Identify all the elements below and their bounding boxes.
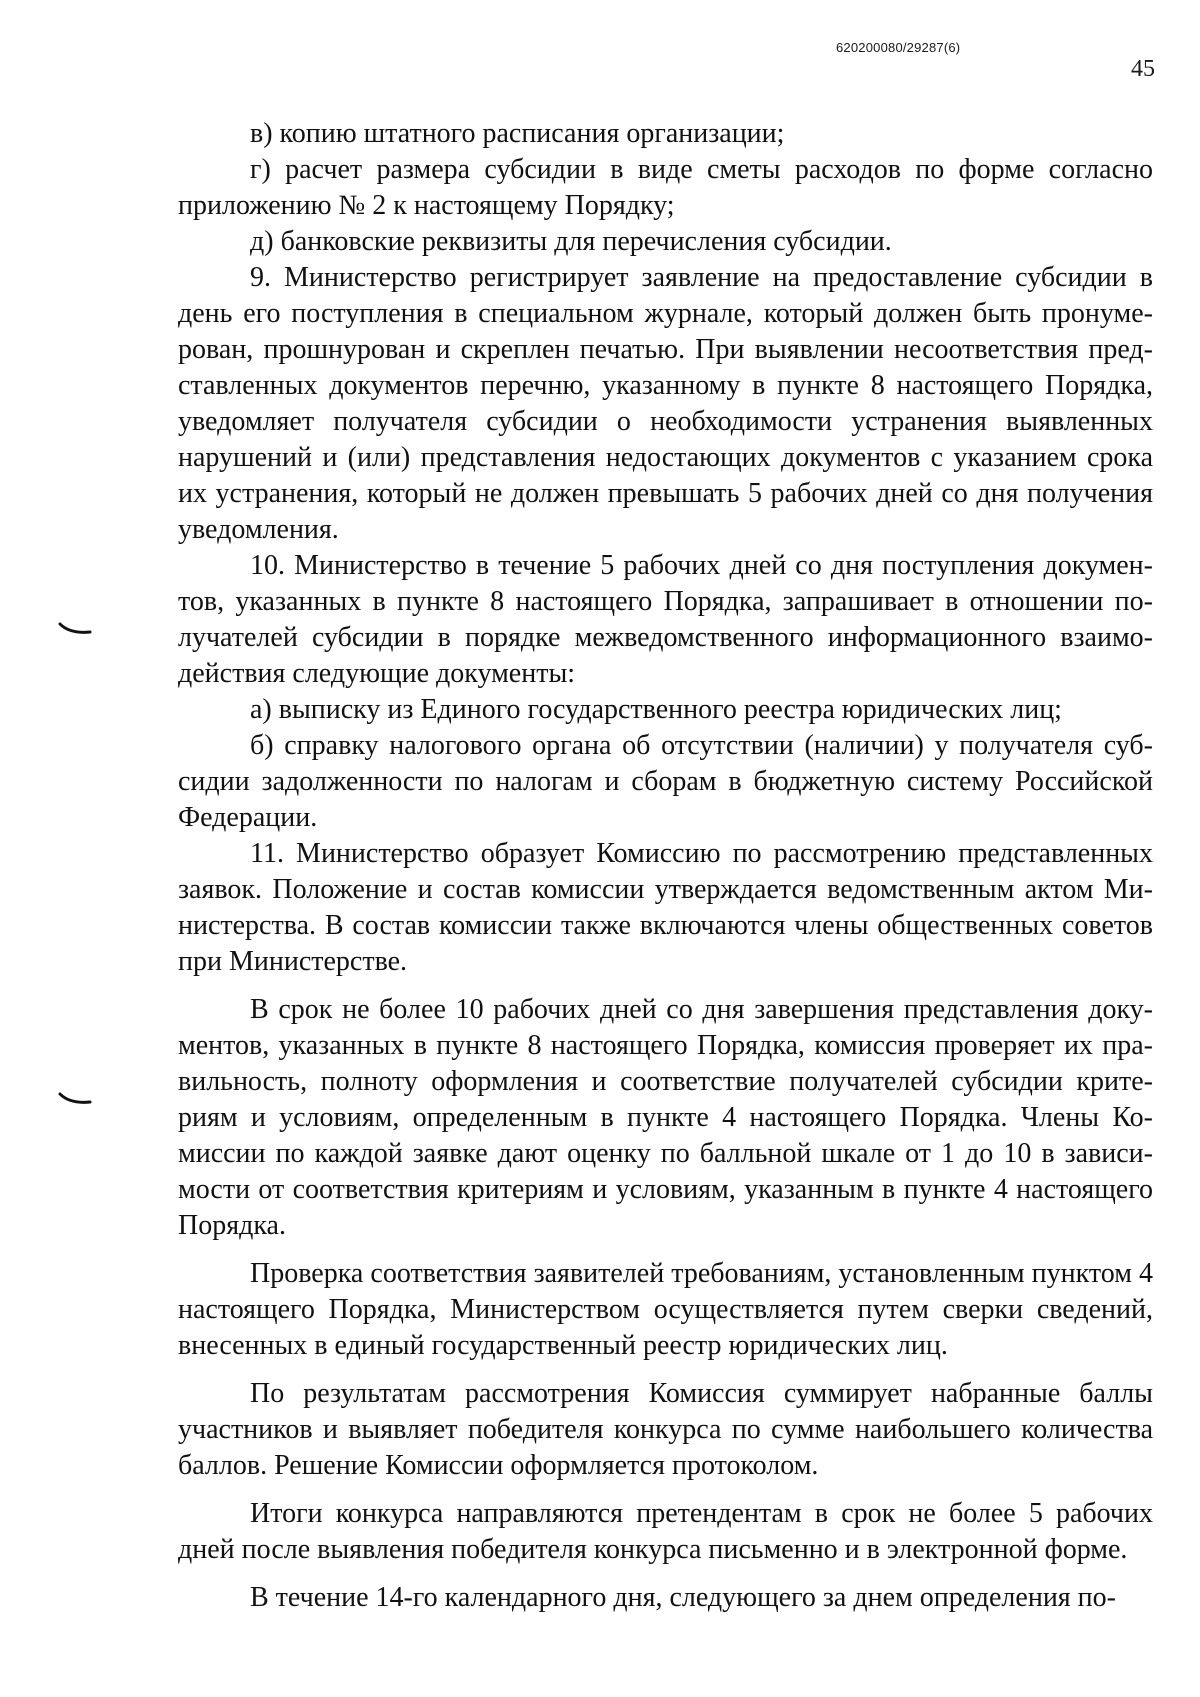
document-body bbox=[178, 116, 1153, 1616]
binding-hole-mark-icon bbox=[58, 1092, 92, 1106]
paragraph-commission-review: В срок не более 10 рабочих дней со дня завершения представления документов, указанных в пункте 8 настоящего Порядка, комиссия проверяет их правильность, полноту оформления и соответствие получателей субсидии критериям и условиям, определенным в пункте 4 настоящего Порядка. Члены Комиссии по каждой заявке дают оценку по балльной шкале от 1 до 10 в зависимости от соответствия критериям и условиям, указанным в пункте 4 настоящего Порядка. bbox=[178, 994, 1153, 1241]
paragraph-compliance-check: Проверка соответствия заявителей требованиям, установленным пунктом 4 настоящего Порядка, Министерством осуществляется путем сверки сведений, внесенных в единый государственный реестр юридических лиц. bbox=[178, 1258, 1153, 1361]
paragraph-notification: Итоги конкурса направляются претендентам в срок не более 5 рабочих дней после выявления победителя конкурса письменно и в электронной форме. bbox=[178, 1498, 1153, 1565]
document-code: 620200080/29287(6) bbox=[836, 40, 961, 55]
paragraph-clause-10: 10. Министерство в течение 5 рабочих дней со дня поступления документов, указанных в пункте 8 настоящего Порядка, запрашивает в отношении получателей субсидии в порядке межведомственного информационного взаимодействия следующие документы: bbox=[178, 550, 1153, 689]
paragraph-clause-9: 9. Министерство регистрирует заявление на предоставление субсидии в день его поступления в специальном журнале, который должен быть пронумерован, прошнурован и скреплен печатью. При выявлении несоответствия представленных документов перечню, указанному в пункте 8 настоящего Порядка, уведомляет получателя субсидии о необходимости устранения выявленных нарушений и (или) представления недостающих документов с указанием срока их устранения, который не должен превышать 5 рабочих дней со дня получения уведомления. bbox=[178, 262, 1153, 545]
paragraph-results: По результатам рассмотрения Комиссия суммирует набранные баллы участников и выявляет победителя конкурса по сумме наибольшего количества баллов. Решение Комиссии оформляется протоколом. bbox=[178, 1378, 1153, 1481]
paragraph-continuation: В течение 14-го календарного дня, следующего за днем определения по- bbox=[250, 1582, 1116, 1613]
paragraph-item-v: в) копию штатного расписания организации; bbox=[250, 118, 785, 149]
paragraph-clause-11: 11. Министерство образует Комиссию по рассмотрению представленных заявок. Положение и состав комиссии утверждается ведомственным актом Министерства. В состав комиссии также включаются члены общественных советов при Министерстве. bbox=[178, 838, 1153, 977]
binding-hole-mark-icon bbox=[58, 622, 92, 636]
paragraph-item-a: а) выписку из Единого государственного реестра юридических лиц; bbox=[250, 694, 1062, 725]
page-number: 45 bbox=[1131, 56, 1155, 82]
paragraph-item-g: г) расчет размера субсидии в виде сметы расходов по форме согласно приложению № 2 к настоящему Порядку; bbox=[178, 154, 1153, 221]
paragraph-item-d: д) банковские реквизиты для перечисления субсидии. bbox=[250, 226, 892, 257]
paragraph-item-b: б) справку налогового органа об отсутствии (наличии) у получателя субсидии задолженности по налогам и сборам в бюджетную систему Российской Федерации. bbox=[178, 730, 1153, 833]
